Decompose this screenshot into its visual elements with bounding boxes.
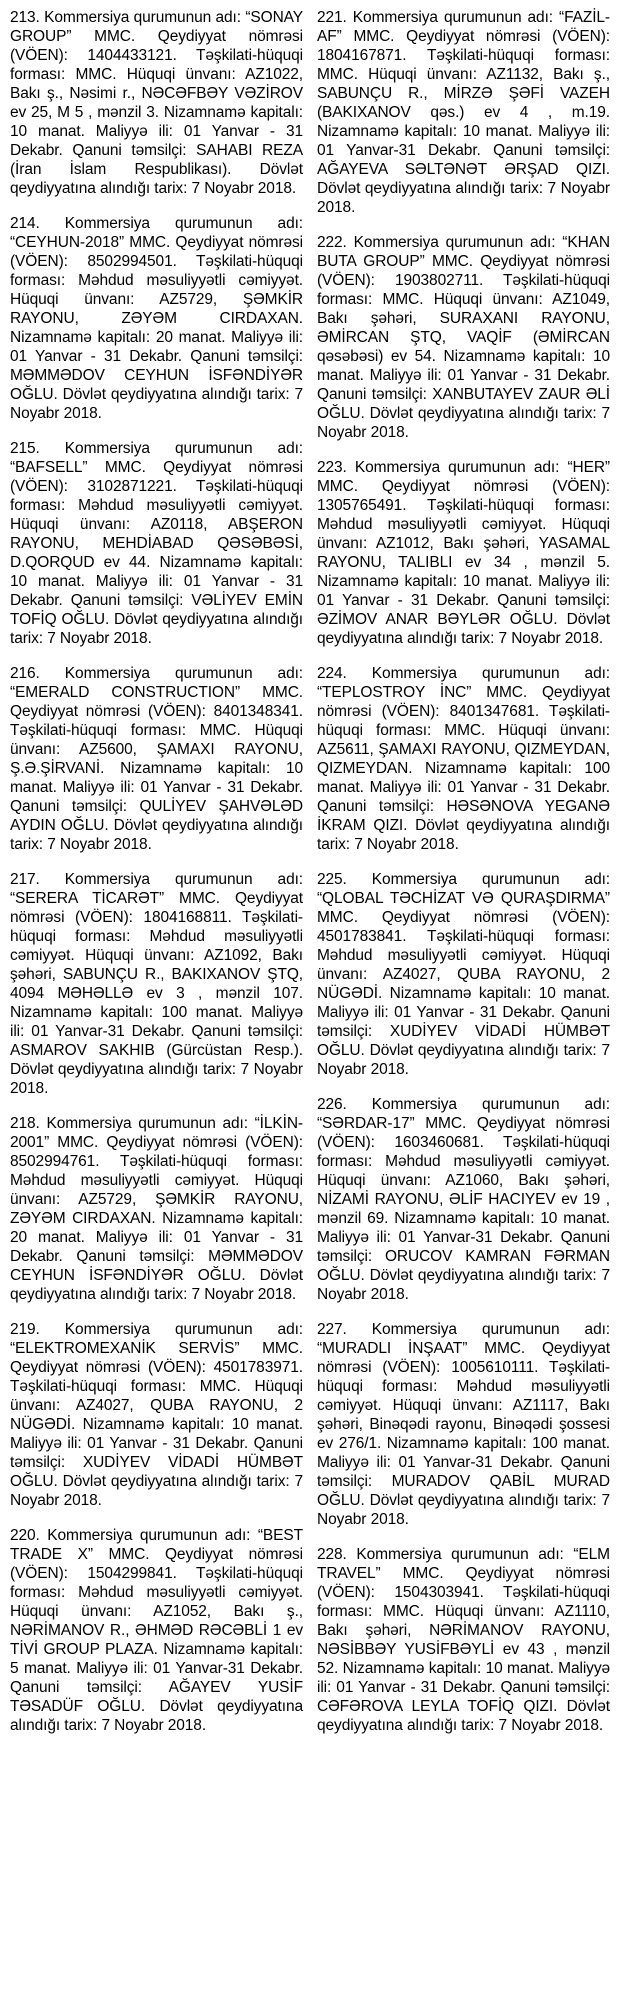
registry-entry-227: 227. Kommersiya qurumunun adı: “MURADLI İNŞAAT” MMC. Qeydiyyat nömrəsi (VÖEN): 1005610111. Təşkilati-hüquqi forması: Məhdud məsuliyyətli cəmiyyət. Hüquqi ünvanı: AZ1117, Bakı şəhəri, Binəqədi rayonu, Binəqədi şossesi ev 276/1. Nizamnamə kapitalı: 100 manat. Maliyyə ili: 01 Yanvar-31 Dekabr. Qanuni təmsilçi: MURADOV QABİL MURAD OĞLU. Dövlət qeydiyyatına alındığı tarix: 7 Noyabr 2018. <box>317 1321 610 1528</box>
registry-entry-223: 223. Kommersiya qurumunun adı: “HER” MMC. Qeydiyyat nömrəsi (VÖEN): 1305765491. Təşkilati-hüquqi forması: Məhdud məsuliyyətli cəmiyyət. Hüquqi ünvanı: AZ1012, Bakı şəhəri, YASAMAL RAYONU, TALIBLI ev 34 , mənzil 5. Nizamnamə kapitalı: 10 manat. Maliyyə ili: 01 Yanvar - 31 Dekabr. Qanuni təmsilçi: ƏZİMOV ANAR BƏYLƏR OĞLU. Dövlət qeydiyyatına alındığı tarix: 7 Noyabr 2018. <box>317 459 610 647</box>
right-column <box>317 8 610 2002</box>
registry-entry-226: 226. Kommersiya qurumunun adı: “SƏRDAR-17” MMC. Qeydiyyat nömrəsi (VÖEN): 1603460681. Təşkilati-hüquqi forması: Məhdud məsuliyyətli cəmiyyət. Hüquqi ünvanı: AZ1060, Bakı şəhəri, NİZAMİ RAYONU, ƏLİF HACIYEV ev 19 , mənzil 69. Nizamnamə kapitalı: 10 manat. Maliyyə ili: 01 Yanvar-31 Dekabr. Qanuni təmsilçi: ORUCOV KAMRAN FƏRMAN OĞLU. Dövlət qeydiyyatına alındığı tarix: 7 Noyabr 2018. <box>317 1096 610 1303</box>
registry-entry-216: 216. Kommersiya qurumunun adı: “EMERALD CONSTRUCTION” MMC. Qeydiyyat nömrəsi (VÖEN): 8401348341. Təşkilati-hüquqi forması: MMC. Hüquqi ünvanı: AZ5600, ŞAMAXI RAYONU, Ş.Ə.ŞİRVANİ. Nizamnamə kapitalı: 10 manat. Maliyyə ili: 01 Yanvar - 31 Dekabr. Qanuni təmsilçi: QULİYEV ŞAHVƏLƏD AYDIN OĞLU. Dövlət qeydiyyatına alındığı tarix: 7 Noyabr 2018. <box>10 665 303 853</box>
left-column <box>10 8 303 2002</box>
registry-entry-219: 219. Kommersiya qurumunun adı: “ELEKTROMEXANİK SERVİS” MMC. Qeydiyyat nömrəsi (VÖEN): 4501783971. Təşkilati-hüquqi forması: MMC. Hüquqi ünvanı: AZ4027, QUBA RAYONU, 2 NÜGƏDİ. Nizamnamə kapitalı: 10 manat. Maliyyə ili: 01 Yanvar - 31 Dekabr. Qanuni təmsilçi: XUDİYEV VİDADİ HÜMBƏT OĞLU. Dövlət qeydiyyatına alındığı tarix: 7 Noyabr 2018. <box>10 1321 303 1509</box>
registry-entry-224: 224. Kommersiya qurumunun adı: “TEPLOSTROY İNC” MMC. Qeydiyyat nömrəsi (VÖEN): 8401347681. Təşkilati-hüquqi forması: MMC. Hüquqi ünvanı: AZ5611, ŞAMAXI RAYONU, QIZMEYDAN, QIZMEYDAN. Nizamnamə kapitalı: 100 manat. Maliyyə ili: 01 Yanvar - 31 Dekabr. Qanuni təmsilçi: HƏSƏNOVA YEGANƏ İKRAM QIZI. Dövlət qeydiyyatına alındığı tarix: 7 Noyabr 2018. <box>317 665 610 853</box>
registry-entry-225: 225. Kommersiya qurumunun adı: “QLOBAL TƏCHİZAT VƏ QURAŞDIRMA” MMC. Qeydiyyat nömrəsi (VÖEN): 4501783841. Təşkilati-hüquqi forması: Məhdud məsuliyyətli cəmiyyət. Hüquqi ünvanı: AZ4027, QUBA RAYONU, 2 NÜGƏDİ. Nizamnamə kapitalı: 10 manat. Maliyyə ili: 01 Yanvar - 31 Dekabr. Qanuni təmsilçi: XUDİYEV VİDADİ HÜMBƏT OĞLU. Dövlət qeydiyyatına alındığı tarix: 7 Noyabr 2018. <box>317 871 610 1078</box>
registry-entry-218: 218. Kommersiya qurumunun adı: “İLKİN-2001” MMC. Qeydiyyat nömrəsi (VÖEN): 8502994761. Təşkilati-hüquqi forması: Məhdud məsuliyyətli cəmiyyət. Hüquqi ünvanı: AZ5729, ŞƏMKİR RAYONU, ZƏYƏM CIRDAXAN. Nizamnamə kapitalı: 20 manat. Maliyyə ili: 01 Yanvar - 31 Dekabr. Qanuni təmsilçi: MƏMMƏDOV CEYHUN İSFƏNDİYƏR OĞLU. Dövlət qeydiyyatına alındığı tarix: 7 Noyabr 2018. <box>10 1115 303 1303</box>
registry-entry-217: 217. Kommersiya qurumunun adı: “SERERA TİCARƏT” MMC. Qeydiyyat nömrəsi (VÖEN): 1804168811. Təşkilati-hüquqi forması: Məhdud məsuliyyətli cəmiyyət. Hüquqi ünvanı: AZ1092, Bakı şəhəri, SABUNÇU R., BAKIXANOV ŞTQ, 4094 MƏHƏLLƏ ev 3 , mənzil 107. Nizamnamə kapitalı: 100 manat. Maliyyə ili: 01 Yanvar-31 Dekabr. Qanuni təmsilçi: ASMAROV SAKHIB (Gürcüstan Resp.). Dövlət qeydiyyatına alındığı tarix: 7 Noyabr 2018. <box>10 871 303 1097</box>
registry-entry-215: 215. Kommersiya qurumunun adı: “BAFSELL” MMC. Qeydiyyat nömrəsi (VÖEN): 3102871221. Təşkilati-hüquqi forması: Məhdud məsuliyyətli cəmiyyət. Hüquqi ünvanı: AZ0118, ABŞERON RAYONU, MEHDİABAD QƏSƏBƏSİ, D.QORQUD ev 44. Nizamnamə kapitalı: 10 manat. Maliyyə ili: 01 Yanvar - 31 Dekabr. Qanuni təmsilçi: VƏLİYEV EMİN TOFİQ OĞLU. Dövlət qeydiyyatına alındığı tarix: 7 Noyabr 2018. <box>10 440 303 647</box>
registry-entry-213: 213. Kommersiya qurumunun adı: “SONAY GROUP” MMC. Qeydiyyat nömrəsi (VÖEN): 1404433121. Təşkilati-hüquqi forması: MMC. Hüquqi ünvanı: AZ1022, Bakı ş., Nəsimi r., NƏCƏFBƏY VƏZİROV ev 25, M 5 , mənzil 3. Nizamnamə kapitalı: 10 manat. Maliyyə ili: 01 Yanvar - 31 Dekabr. Qanuni təmsilçi: SAHABI REZA (İran İslam Respublikası). Dövlət qeydiyyatına alındığı tarix: 7 Noyabr 2018. <box>10 9 303 197</box>
registry-entry-222: 222. Kommersiya qurumunun adı: “KHAN BUTA GROUP” MMC. Qeydiyyat nömrəsi (VÖEN): 1903802711. Təşkilati-hüquqi forması: MMC. Hüquqi ünvanı: AZ1049, Bakı şəhəri, SURAXANI RAYONU, ƏMİRCAN ŞTQ, VAQİF (ƏMİRCAN qəsəbəsi) ev 54. Nizamnamə kapitalı: 10 manat. Maliyyə ili: 01 Yanvar - 31 Dekabr. Qanuni təmsilçi: XANBUTAYEV ZAUR ƏLİ OĞLU. Dövlət qeydiyyatına alındığı tarix: 7 Noyabr 2018. <box>317 234 610 441</box>
registry-entry-220: 220. Kommersiya qurumunun adı: “BEST TRADE X” MMC. Qeydiyyat nömrəsi (VÖEN): 1504299841. Təşkilati-hüquqi forması: Məhdud məsuliyyətli cəmiyyət. Hüquqi ünvanı: AZ1052, Bakı ş., NƏRİMANOV R., ƏHMƏD RƏCƏBLİ 1 ev TİVİ GROUP PLAZA. Nizamnamə kapitalı: 5 manat. Maliyyə ili: 01 Yanvar-31 Dekabr. Qanuni təmsilçi: AĞAYEV YUSİF TƏSADÜF OĞLU. Dövlət qeydiyyatına alındığı tarix: 7 Noyabr 2018. <box>10 1527 303 1734</box>
registry-entry-214: 214. Kommersiya qurumunun adı: “CEYHUN-2018” MMC. Qeydiyyat nömrəsi (VÖEN): 8502994501. Təşkilati-hüquqi forması: Məhdud məsuliyyətli cəmiyyət. Hüquqi ünvanı: AZ5729, ŞƏMKİR RAYONU, ZƏYƏM CIRDAXAN. Nizamnamə kapitalı: 20 manat. Maliyyə ili: 01 Yanvar - 31 Dekabr. Qanuni təmsilçi: MƏMMƏDOV CEYHUN İSFƏNDİYƏR OĞLU. Dövlət qeydiyyatına alındığı tarix: 7 Noyabr 2018. <box>10 215 303 422</box>
registry-entry-221: 221. Kommersiya qurumunun adı: “FAZİL-AF” MMC. Qeydiyyat nömrəsi (VÖEN): 1804167871. Təşkilati-hüquqi forması: MMC. Hüquqi ünvanı: AZ1132, Bakı ş., SABUNÇU R., MİRZƏ ŞƏFİ VAZEH (BAKIXANOV qəs.) ev 4 , m.19. Nizamnamə kapitalı: 10 manat. Maliyyə ili: 01 Yanvar-31 Dekabr. Qanuni təmsilçi: AĞAYEVA SƏLTƏNƏT ƏRŞAD QIZI. Dövlət qeydiyyatına alındığı tarix: 7 Noyabr 2018. <box>317 9 610 216</box>
registry-entry-228: 228. Kommersiya qurumunun adı: “ELM TRAVEL” MMC. Qeydiyyat nömrəsi (VÖEN): 1504303941. Təşkilati-hüquqi forması: MMC. Hüquqi ünvanı: AZ1110, Bakı şəhəri, NƏRİMANOV RAYONU, NƏSİBBƏY YUSİFBƏYLİ ev 43 , mənzil 52. Nizamnamə kapitalı: 10 manat. Maliyyə ili: 01 Yanvar - 31 Dekabr. Qanuni təmsilçi: CƏFƏROVA LEYLA TOFİQ QIZI. Dövlət qeydiyyatına alındığı tarix: 7 Noyabr 2018. <box>317 1546 610 1734</box>
